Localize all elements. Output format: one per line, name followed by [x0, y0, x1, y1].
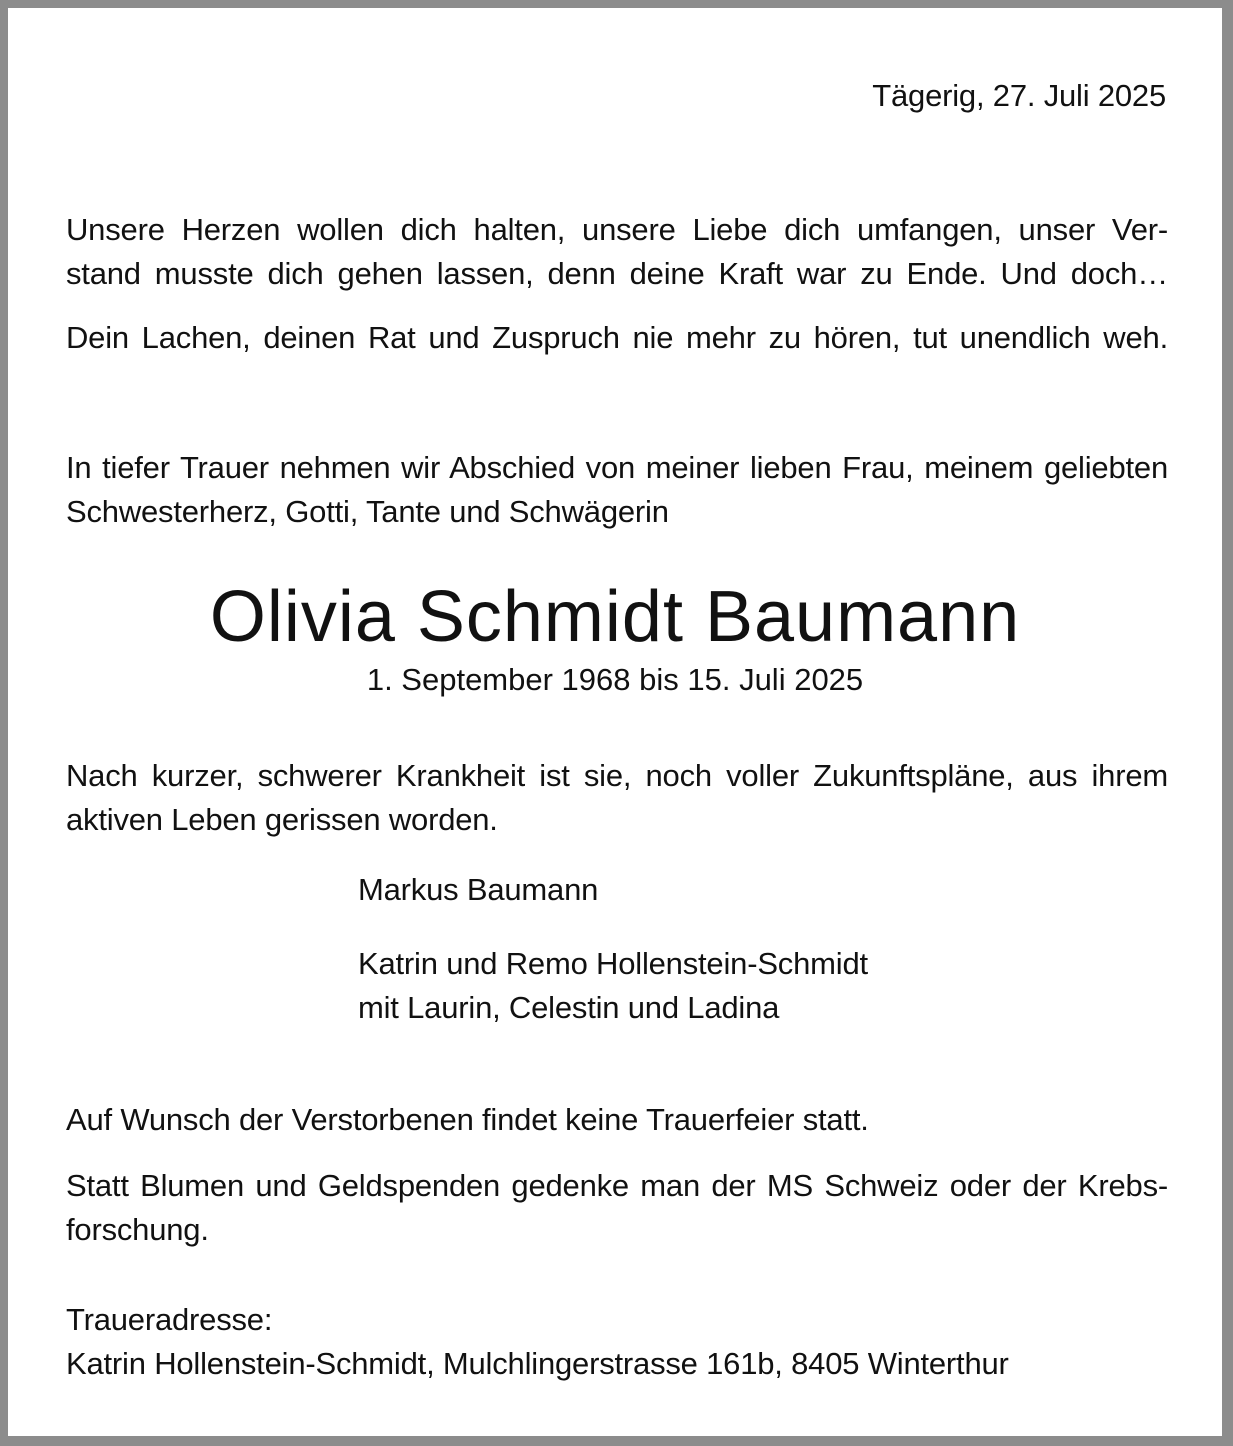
circumstance-line-2: aktiven Leben gerissen worden.: [66, 802, 498, 837]
address-value: Katrin Hollenstein-Schmidt, Mulchlingerstrasse 161b, 8405 Winterthur: [66, 1346, 1009, 1381]
donation-line-2: forschung.: [66, 1212, 209, 1247]
mourning-address: [66, 1298, 1168, 1386]
verse: [66, 208, 1168, 296]
verse-line-2: stand musste dich gehen lassen, denn deine Kraft war zu Ende. Und doch…: [66, 256, 1168, 291]
place-date: Tägerig, 27. Juli 2025: [872, 78, 1166, 113]
verse-closing: [66, 316, 1168, 360]
announcement: [66, 446, 1168, 534]
ceremony-note: [66, 1098, 1168, 1142]
mourner-children: mit Laurin, Celestin und Ladina: [358, 990, 780, 1025]
ceremony-line: Auf Wunsch der Verstorbenen findet keine Trauerfeier statt.: [66, 1102, 869, 1137]
donation-line-1: Statt Blumen und Geldspenden gedenke man der MS Schweiz oder der Krebs-: [66, 1168, 1168, 1203]
circumstance: [66, 754, 1168, 842]
mourner-spouse: Markus Baumann: [358, 872, 599, 907]
obituary-notice: [8, 8, 1222, 1436]
announcement-line-2: Schwesterherz, Gotti, Tante und Schwägerin: [66, 494, 669, 529]
verse-line-3: Dein Lachen, deinen Rat und Zuspruch nie mehr zu hören, tut unendlich weh.: [66, 320, 1168, 355]
life-dates: 1. September 1968 bis 15. Juli 2025: [366, 662, 864, 697]
deceased-name: Olivia Schmidt Baumann: [209, 577, 1021, 657]
announcement-line-1: In tiefer Trauer nehmen wir Abschied von meiner lieben Frau, meinem geliebten: [66, 450, 1168, 485]
address-label: Traueradresse:: [66, 1302, 273, 1337]
donation-note: [66, 1164, 1168, 1252]
verse-line-1: Unsere Herzen wollen dich halten, unsere Liebe dich umfangen, unser Ver-: [66, 212, 1168, 247]
circumstance-line-1: Nach kurzer, schwerer Krankheit ist sie, noch voller Zukunftspläne, aus ihrem: [66, 758, 1168, 793]
mourner-family: Katrin und Remo Hollenstein-Schmidt: [358, 946, 868, 981]
